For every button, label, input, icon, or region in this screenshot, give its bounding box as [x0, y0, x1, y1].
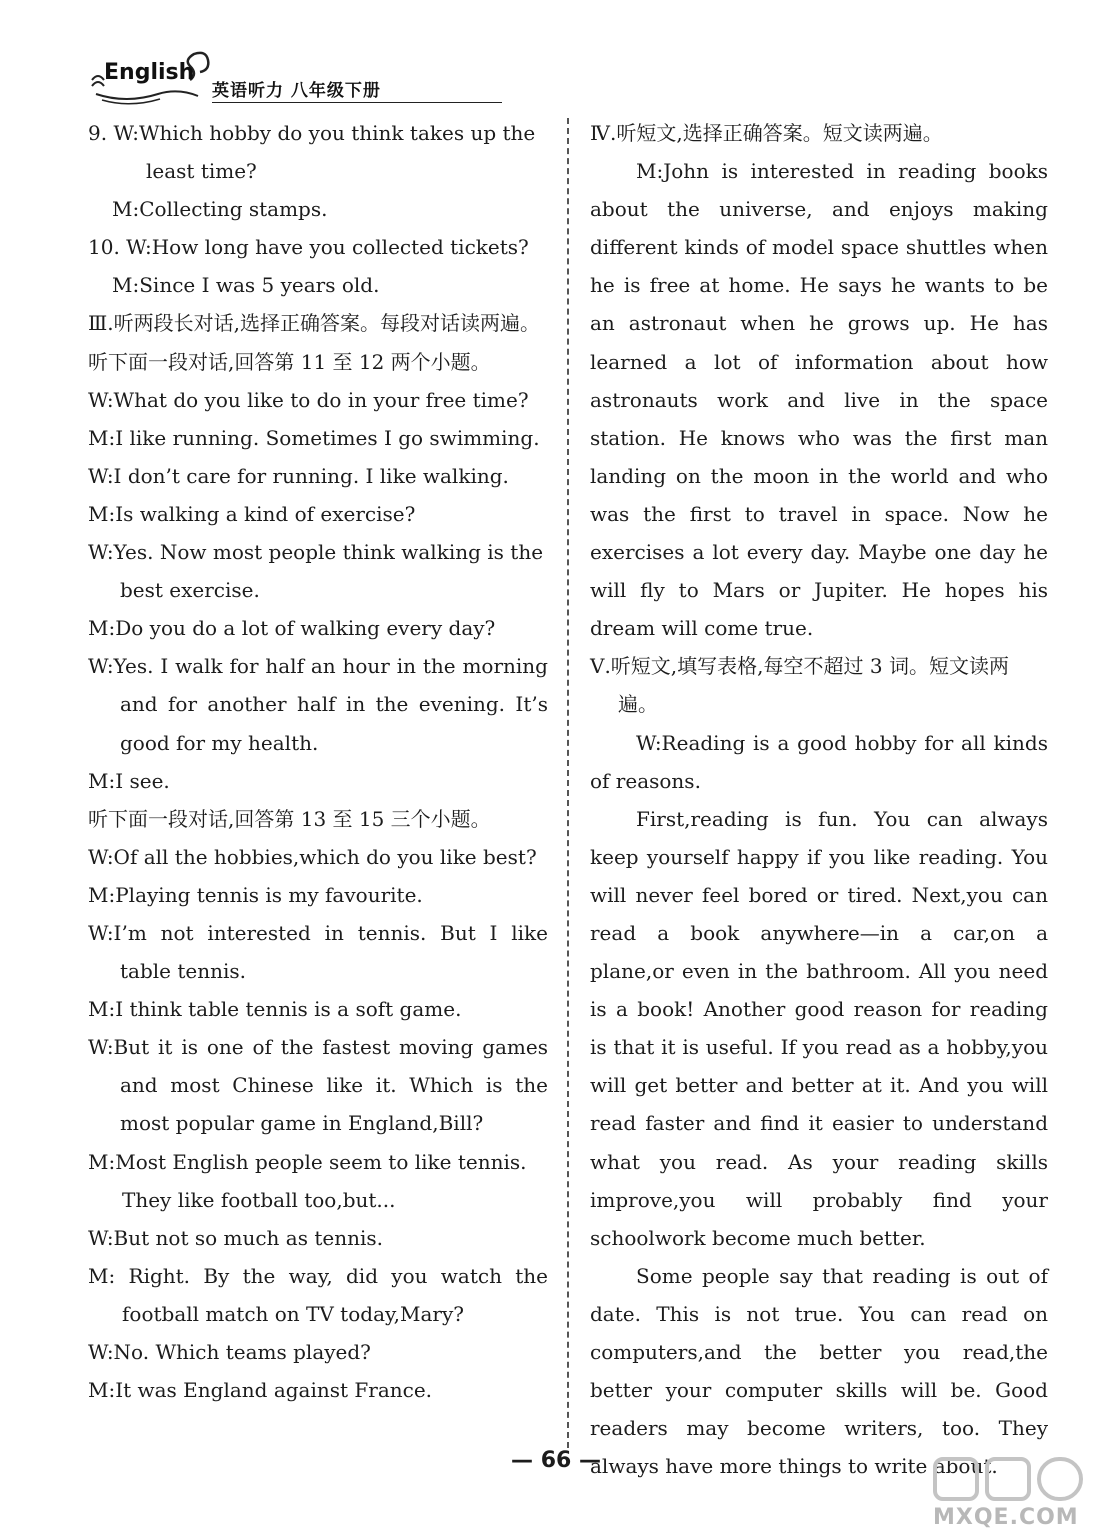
- left-paragraph: W:What do you like to do in your free time?: [88, 387, 529, 412]
- left-paragraph: M:It was England against France.: [88, 1378, 433, 1403]
- left-paragraph: W:I’m not interested in tennis. But I like table tennis.: [88, 920, 548, 984]
- left-paragraph: W:I don’t care for running. I like walking.: [88, 463, 509, 488]
- left-paragraph: M:Is walking a kind of exercise?: [88, 501, 416, 526]
- english-logo: [88, 50, 213, 106]
- right-paragraph: W:Reading is a good hobby for all kinds of reasons.: [590, 730, 1048, 793]
- left-paragraph: M:I think table tennis is a soft game.: [88, 997, 462, 1022]
- left-paragraph: M:Playing tennis is my favourite.: [88, 882, 423, 907]
- right-paragraph: First,reading is fun. You can always keep yourself happy if you like reading. You will never feel bored or tired. Next,you can read a book anywhere—in a car,on a plane,or even in the bathroom. All you need is a book! Another good reason for reading is that it is useful. If you read as a hobby,you will get better and better at it. And you will read faster and find it easier to understand what you read. As your reading skills improve,you will probably find your schoolwork become much better.: [590, 806, 1048, 1250]
- right-paragraph: Some people say that reading is out of date. This is not true. You can read on computers,and the better you read,the better your computer skills will be. Good readers may become writers, too. They always have more things to write about.: [590, 1263, 1048, 1479]
- left-paragraph: Ⅲ.听两段长对话,选择正确答案。每段对话读两遍。: [88, 311, 541, 336]
- left-paragraph: M:I like running. Sometimes I go swimming.: [88, 425, 540, 450]
- right-column: [590, 114, 1048, 1485]
- left-paragraph: W:But not so much as tennis.: [88, 1225, 383, 1250]
- left-paragraph: M:Since I was 5 years old.: [112, 273, 380, 298]
- left-column: [88, 114, 548, 1409]
- left-paragraph: M: Right. By the way, did you watch the football match on TV today,Mary?: [88, 1263, 548, 1326]
- left-paragraph: 听下面一段对话,回答第 11 至 12 两个小题。: [88, 349, 491, 374]
- left-paragraph: W:Yes. I walk for half an hour in the morning and for another half in the evening. It’s good for my health.: [88, 654, 548, 755]
- left-paragraph: 听下面一段对话,回答第 13 至 15 三个小题。: [88, 806, 491, 831]
- left-paragraph: W:Of all the hobbies,which do you like best?: [88, 844, 537, 869]
- left-paragraph: M:Do you do a lot of walking every day?: [88, 616, 496, 641]
- left-paragraph: 10. W:How long have you collected tickets?: [88, 235, 529, 260]
- left-paragraph: M:Most English people seem to like tennis. They like football too,but...: [88, 1149, 527, 1212]
- page-header: [88, 50, 508, 106]
- logo-text: English: [104, 60, 195, 85]
- book-title: 英语听力 八年级下册: [212, 81, 381, 101]
- left-paragraph: 9. W:Which hobby do you think takes up the least time?: [88, 121, 536, 184]
- right-paragraph: M:John is interested in reading books about the universe, and enjoys making different kinds of model space shuttles when he is free at home. He says he wants to be an astronaut when he grows up. He has learned a lot of information about how astronauts work and live in the space station. He knows who was the first man landing on the moon in the world and who was the first to travel in space. Now he exercises a lot every day. Maybe one day he will fly to Mars or Jupiter. He hopes his dream will come true.: [590, 159, 1048, 641]
- left-paragraph: W:But it is one of the fastest moving games and most Chinese like it. Which is the most popular game in England,Bill?: [88, 1035, 548, 1136]
- left-paragraph: M:Collecting stamps.: [112, 197, 328, 222]
- right-paragraph: Ⅴ.听短文,填写表格,每空不超过 3 词。短文读两遍。: [590, 654, 1009, 717]
- left-paragraph: M:I see.: [88, 768, 170, 793]
- watermark-text: MXQE.COM: [933, 1505, 1079, 1530]
- left-paragraph: W:No. Which teams played?: [88, 1340, 371, 1364]
- column-divider: [567, 118, 569, 1448]
- header-underline: [212, 102, 502, 103]
- left-paragraph: W:Yes. Now most people think walking is the best exercise.: [88, 540, 544, 603]
- watermark-stamp-icon: [915, 1455, 1105, 1505]
- page-number: — 66 —: [511, 1448, 601, 1473]
- watermark: [915, 1455, 1105, 1533]
- right-paragraph: Ⅳ.听短文,选择正确答案。短文读两遍。: [590, 121, 943, 145]
